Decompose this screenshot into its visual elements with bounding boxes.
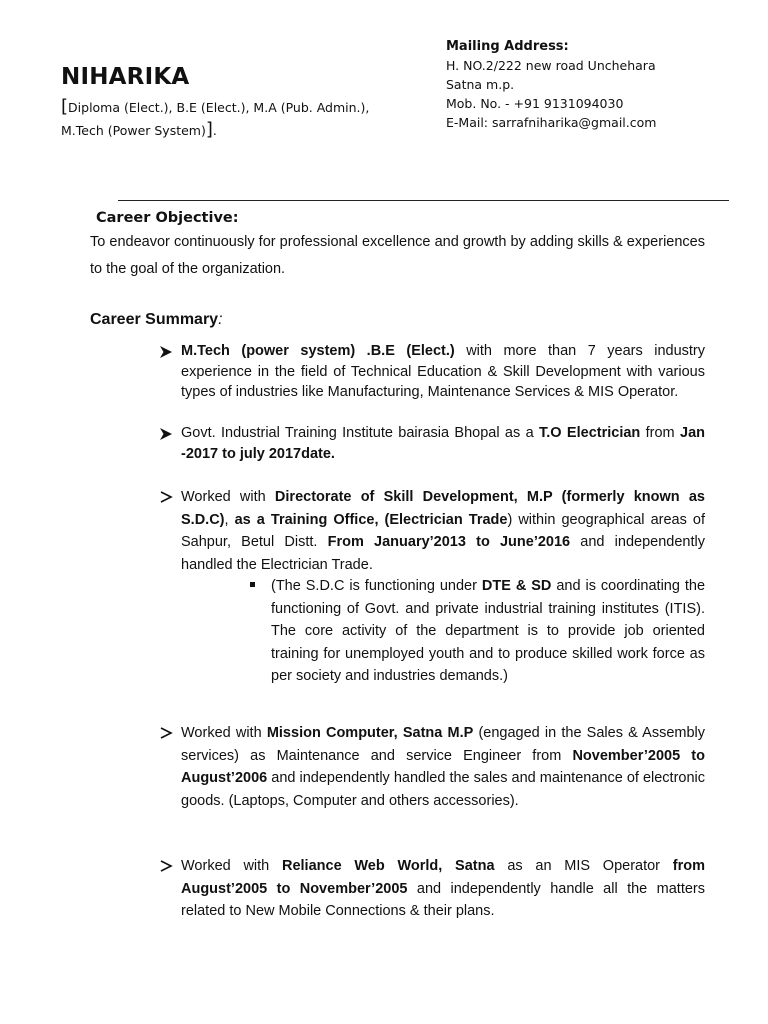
summary-item-text: with more than 7 years industry experience in the field of Technical Education & Skill Development with various types of industries like Manufacturing, Maintenance Services & MIS Operator. [181, 343, 705, 400]
email-address: E-Mail: sarrafniharika@gmail.com [446, 115, 657, 130]
summary-item-text: Govt. Industrial Training Institute bairasia Bhopal as a [181, 425, 540, 441]
summary-item-text: ) within geographical areas of Sahpur, Betul Distt. [181, 511, 705, 550]
arrow-bullet-icon [158, 426, 174, 442]
career-objective-heading: Career Objective: [96, 210, 239, 226]
summary-item-bold: Jan -2017 to july 2017date. [181, 425, 705, 462]
address-line-1: H. NO.2/222 new road Unchehara [446, 58, 656, 73]
career-objective-text: To endeavor continuously for professional excellence and growth by adding skills & experiences to the goal of the organization. [90, 234, 705, 277]
summary-item-bold: M.Tech (power system) .B.E (Elect.) [181, 343, 455, 359]
summary-item-text: and independently handle all the matters related to New Mobile Connections & their plans. [181, 880, 706, 919]
summary-item-text: as an MIS Operator [494, 858, 673, 874]
summary-item-text: Worked with [181, 858, 282, 874]
summary-item-text: from [640, 425, 680, 441]
candidate-name: NIHARIKA [61, 64, 190, 90]
mobile-number: Mob. No. - +91 9131094030 [446, 96, 624, 111]
qualifications: [Diploma (Elect.), B.E (Elect.), M.A (Pub. Admin.), M.Tech (Power System)]. [61, 96, 370, 140]
summary-item-bold: November’2005 to August’2006 [181, 747, 705, 786]
summary-sub-item [271, 575, 705, 688]
header-divider [118, 200, 729, 201]
summary-item-bold: as a Training Office, (Electrician Trade [234, 511, 508, 528]
summary-item-text: Worked with [181, 489, 275, 505]
summary-item-bold: from August’2005 to November’2005 [181, 858, 705, 897]
summary-item-text: and independently handled the sales and maintenance of electronic goods. (Laptops, Computer and others accessories). [181, 770, 705, 809]
summary-item-text: (The S.D.C is functioning under [271, 578, 482, 594]
square-bullet-icon [250, 582, 255, 587]
address-line-2: Satna m.p. [446, 77, 515, 92]
career-summary-colon: : [218, 311, 223, 328]
summary-item-text: and independently handled the Electrician Trade. [181, 534, 705, 573]
summary-item-text: and is coordinating the functioning of Govt. and private industrial training institutes (ITIS). The core activity of the department is to provide job oriented training for unemployed youth and to produce skilled work force as per society and industries demands.) [271, 578, 706, 684]
career-summary-title: Career Summary [90, 311, 219, 328]
summary-item-bold: Reliance Web World, Satna [281, 858, 495, 874]
summary-item [181, 855, 705, 923]
summary-item [181, 486, 705, 576]
arrow-bullet-icon [158, 344, 174, 360]
summary-item-bold: Mission Computer, Satna M.P [266, 725, 474, 741]
summary-item-bold: Directorate of Skill Development, M.P (formerly known as S.D.C) [181, 489, 705, 528]
arrow-bullet-icon [158, 858, 174, 874]
arrow-bullet-icon [158, 725, 174, 741]
summary-item-text: (engaged in the Sales & Assembly services) as Maintenance and service Engineer from [181, 725, 706, 764]
summary-item-text: Worked with [181, 725, 267, 741]
summary-item [181, 722, 705, 812]
qualifications-text: Diploma (Elect.), B.E (Elect.), M.A (Pub. Admin.), M.Tech (Power System) [61, 100, 370, 138]
summary-item-bold: DTE & SD [481, 578, 552, 594]
career-summary-heading [90, 311, 223, 329]
arrow-bullet-icon [158, 489, 174, 505]
summary-item-bold: From January’2013 to June’2016 [327, 534, 571, 550]
mailing-address [446, 37, 656, 132]
mailing-address-title: Mailing Address: [446, 39, 569, 54]
summary-item [181, 423, 705, 464]
summary-item [181, 341, 705, 403]
summary-item-text: , [224, 511, 235, 528]
summary-item-bold: T.O Electrician [539, 425, 641, 441]
